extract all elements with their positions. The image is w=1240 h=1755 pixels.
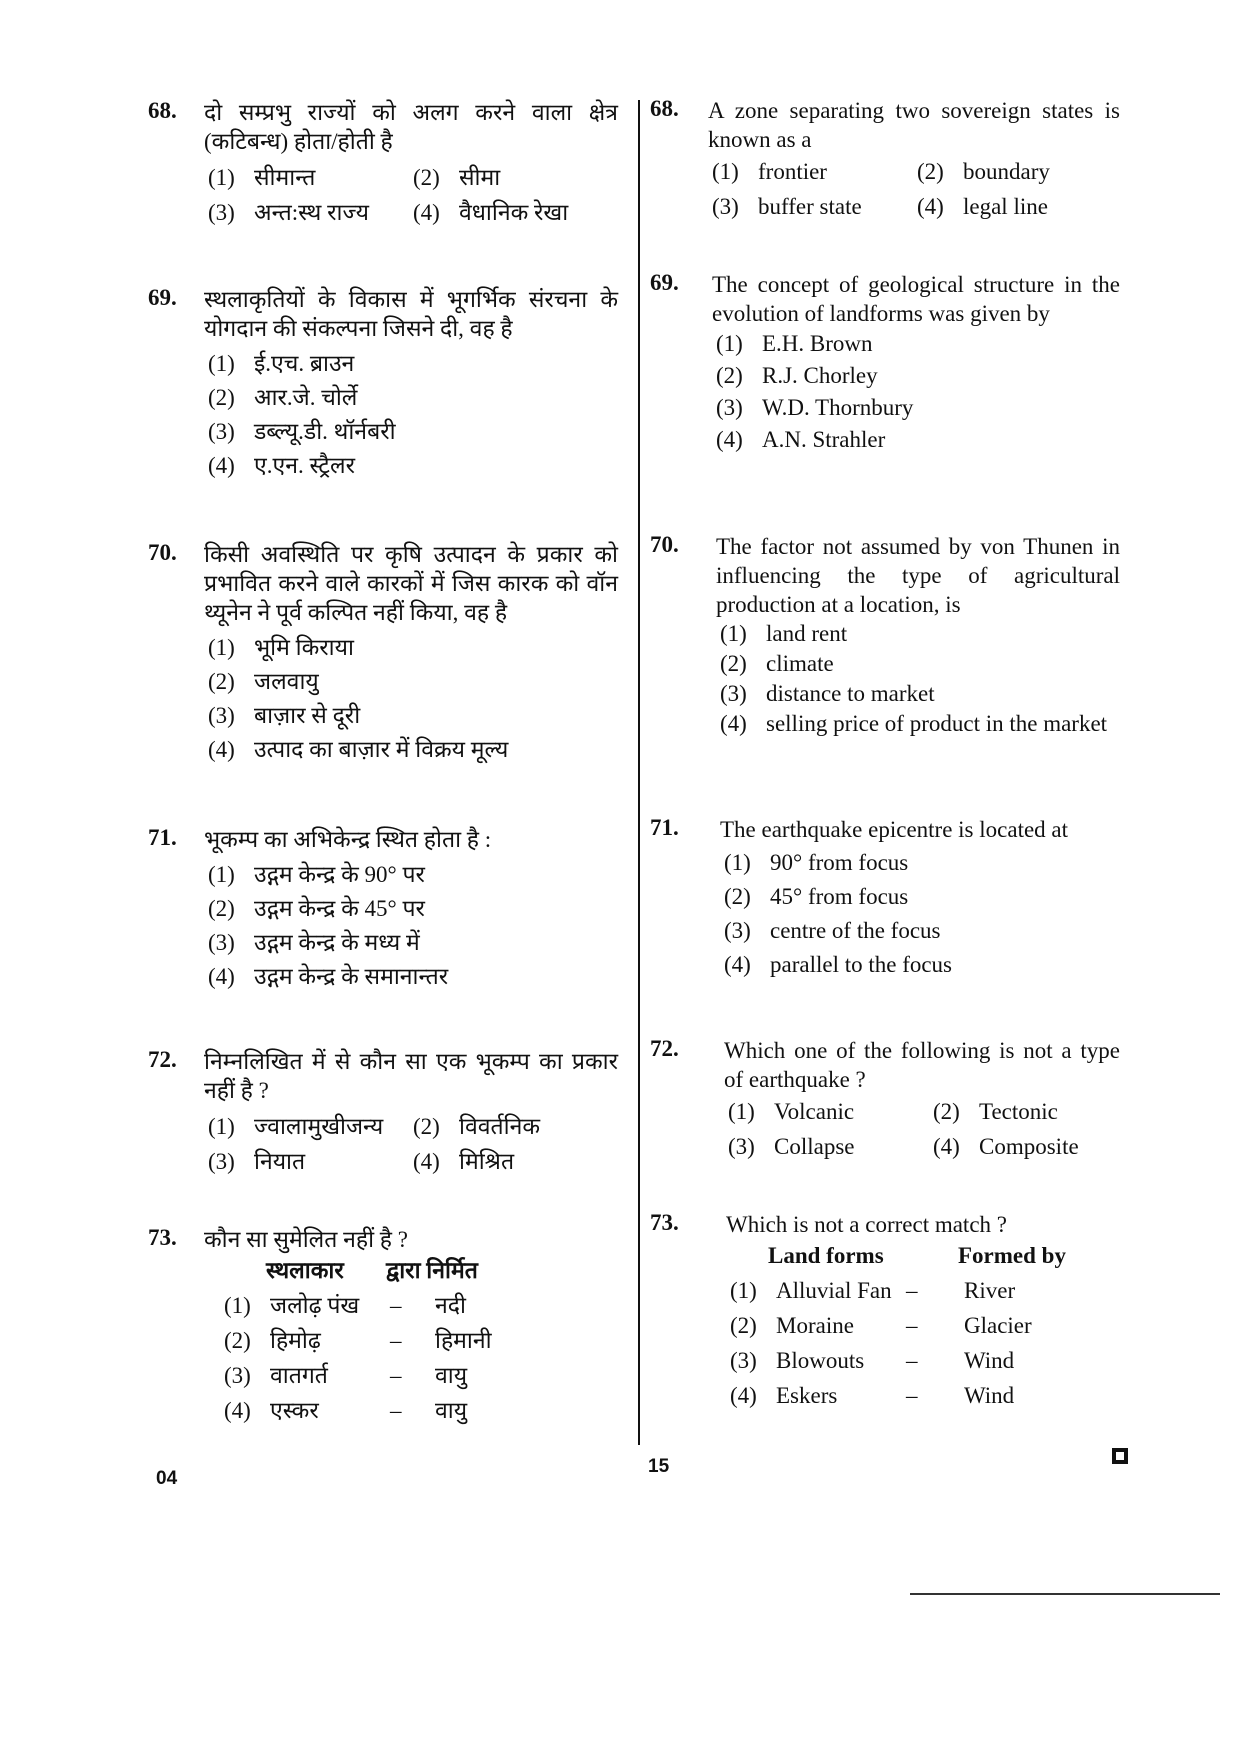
option-4: (4) A.N. Strahler [716, 427, 886, 452]
question-number: 73. [650, 1210, 679, 1235]
match-row-4: (4) एस्कर – वायु [224, 1398, 468, 1423]
option-3: (3) W.D. Thornbury [716, 395, 914, 420]
match-header: स्थलाकार द्वारा निर्मित [266, 1258, 478, 1283]
scan-artifact-line [910, 1593, 1220, 1595]
match-row-3: (3) वातगर्त – वायु [224, 1363, 468, 1388]
option-3: (3) अन्त:स्थ राज्य [208, 200, 369, 225]
question-text: The concept of geological structure in the evolution of landforms was given by [712, 272, 1120, 326]
option-3: (3) बाज़ार से दूरी [208, 703, 361, 728]
option-4: (4) उद्गम केन्द्र के समानान्तर [208, 964, 449, 989]
question-text: स्थलाकृतियों के विकास में भूगर्भिक संरचना के योगदान की संकल्पना जिसने दी, वह है [204, 287, 618, 341]
column-divider [638, 100, 640, 1445]
question-69-hi [148, 285, 618, 483]
question-number: 71. [650, 815, 679, 840]
match-row-1: (1) Alluvial Fan – River [730, 1278, 1016, 1303]
question-71-hi [148, 825, 618, 994]
question-number: 72. [148, 1047, 177, 1072]
option-4: (4) Composite [933, 1134, 1079, 1159]
match-header: Land forms Formed by [768, 1243, 1066, 1268]
option-4: (4) ए.एन. स्ट्रैलर [208, 453, 355, 478]
option-3: (3) डब्ल्यू.डी. थॉर्नबरी [208, 419, 396, 444]
question-text: The factor not assumed by von Thunen in influencing the type of agricultural production at a location, is [716, 534, 1120, 617]
option-1: (1) Volcanic [728, 1099, 855, 1124]
match-row-4: (4) Eskers – Wind [730, 1383, 1015, 1408]
question-73-hi [148, 1225, 618, 1428]
question-text: A zone separating two sovereign states is known as a [708, 98, 1120, 152]
question-text: Which one of the following is not a type of earthquake ? [724, 1038, 1120, 1092]
option-2: (2) उद्गम केन्द्र के 45° पर [208, 896, 425, 921]
option-1: (1) land rent [720, 621, 848, 646]
option-2: (2) आर.जे. चोर्ले [208, 385, 358, 410]
option-1: (1) भूमि किराया [208, 635, 354, 660]
option-3: (3) उद्गम केन्द्र के मध्य में [208, 930, 420, 955]
question-text: निम्नलिखित में से कौन सा एक भूकम्प का प्रकार नहीं है ? [204, 1049, 618, 1103]
match-row-2: (2) हिमोढ़ – हिमानी [224, 1328, 492, 1353]
option-4: (4) वैधानिक रेखा [413, 200, 569, 225]
question-number: 70. [148, 540, 177, 565]
option-2: (2) विवर्तनिक [413, 1114, 541, 1139]
question-71-en [650, 815, 1120, 982]
option-1: (1) ज्वालामुखीजन्य [208, 1114, 384, 1139]
option-1: (1) ई.एच. ब्राउन [208, 351, 355, 376]
question-number: 69. [650, 270, 679, 295]
option-4: (4) उत्पाद का बाज़ार में विक्रय मूल्य [208, 737, 509, 762]
match-row-3: (3) Blowouts – Wind [730, 1348, 1015, 1373]
question-number: 69. [148, 285, 177, 310]
question-number: 73. [148, 1225, 177, 1250]
square-marker-icon [1112, 1448, 1128, 1464]
option-3: (3) centre of the focus [724, 918, 941, 943]
match-row-2: (2) Moraine – Glacier [730, 1313, 1032, 1338]
option-1: (1) frontier [712, 159, 827, 184]
question-text: दो सम्प्रभु राज्यों को अलग करने वाला क्षेत्र (कटिबन्ध) होता/होती है [204, 100, 618, 154]
question-73-en [650, 1210, 1120, 1413]
option-2: (2) R.J. Chorley [716, 363, 878, 388]
option-1: (1) सीमान्त [208, 165, 316, 190]
question-text: Which is not a correct match ? [726, 1212, 1007, 1237]
question-number: 68. [148, 98, 177, 123]
question-number: 72. [650, 1036, 679, 1061]
option-4: (4) selling price of product in the market [720, 711, 1108, 736]
option-2: (2) 45° from focus [724, 884, 909, 909]
question-68-hi [148, 98, 618, 230]
question-text: भूकम्प का अभिकेन्द्र स्थित होता है : [204, 827, 492, 852]
question-72-hi [148, 1047, 618, 1179]
question-69-en [650, 270, 1120, 456]
question-text: कौन सा सुमेलित नहीं है ? [204, 1227, 408, 1252]
page-number: 15 [648, 1456, 670, 1477]
question-number: 71. [148, 825, 177, 850]
question-text: किसी अवस्थिति पर कृषि उत्पादन के प्रकार को प्रभावित करने वाले कारकों में जिस कारक को वॉन थ्यूनेन ने पूर्व कल्पित नहीं किया, वह है [204, 542, 618, 625]
option-3: (3) नियात [208, 1149, 306, 1174]
option-1: (1) E.H. Brown [716, 331, 873, 356]
option-3: (3) Collapse [728, 1134, 855, 1159]
option-4: (4) मिश्रित [413, 1149, 515, 1174]
option-2: (2) climate [720, 651, 834, 676]
question-70-en [650, 532, 1120, 739]
option-2: (2) सीमा [413, 165, 501, 190]
match-row-1: (1) जलोढ़ पंख – नदी [224, 1293, 466, 1318]
question-68-en [650, 96, 1120, 224]
booklet-code: 04 [156, 1468, 178, 1489]
option-2: (2) Tectonic [933, 1099, 1058, 1124]
question-70-hi [148, 540, 618, 767]
question-text: The earthquake epicentre is located at [720, 817, 1069, 842]
option-3: (3) buffer state [712, 194, 862, 219]
option-4: (4) parallel to the focus [724, 952, 953, 977]
option-1: (1) 90° from focus [724, 850, 909, 875]
option-2: (2) जलवायु [208, 669, 319, 694]
option-3: (3) distance to market [720, 681, 935, 706]
question-number: 70. [650, 532, 679, 557]
option-2: (2) boundary [917, 159, 1050, 184]
question-number: 68. [650, 96, 679, 121]
question-72-en [650, 1036, 1120, 1164]
option-4: (4) legal line [917, 194, 1048, 219]
option-1: (1) उद्गम केन्द्र के 90° पर [208, 862, 425, 887]
